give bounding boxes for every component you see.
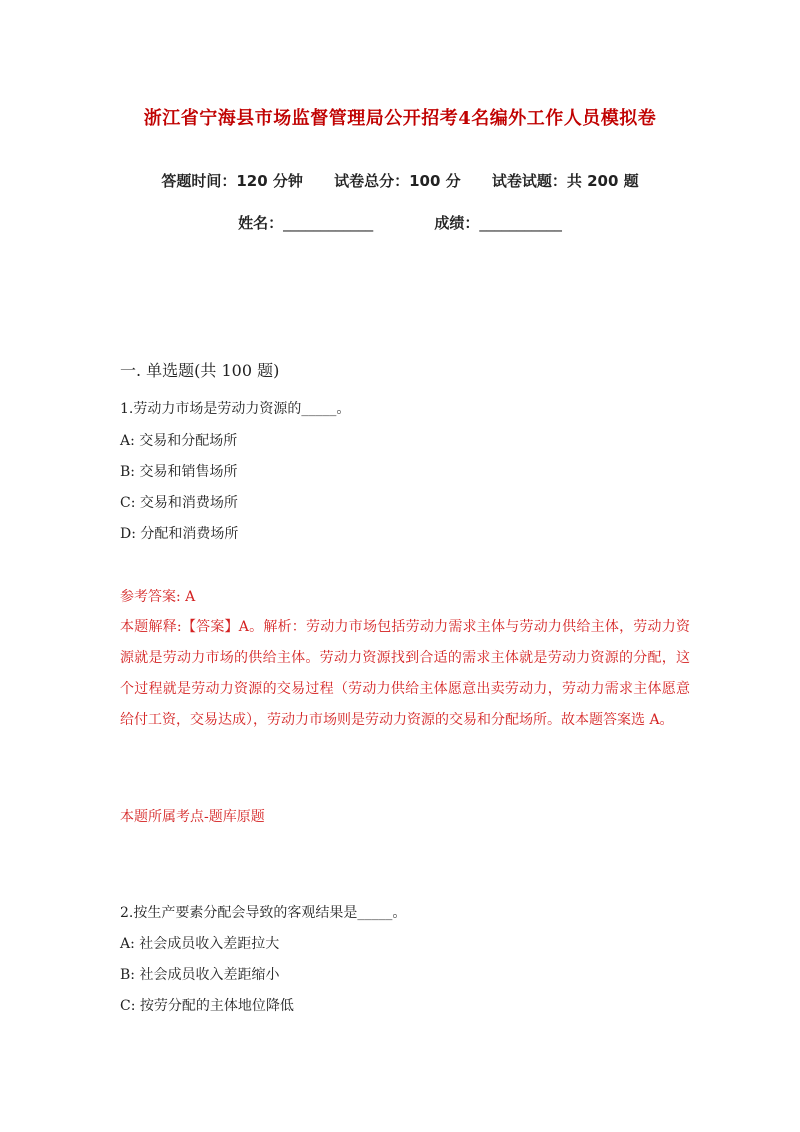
exam-meta [0,170,800,191]
exam-duration: 答题时间：120 分钟 [161,172,303,190]
exam-title: 浙江省宁海县市场监督管理局公开招考4名编外工作人员模拟卷 [143,108,657,129]
score-label: 成绩： [434,214,480,232]
exam-question-count: 试卷试题：共 200 题 [491,172,639,190]
question-1-option-c: C: 交易和消费场所 [120,495,238,511]
score-field [434,214,562,232]
question-1-option-a: A: 交易和分配场所 [120,433,238,449]
question-2-stem: 2.按生产要素分配会导致的客观结果是_____。 [120,905,407,921]
question-1-option-d: D: 分配和消费场所 [120,526,239,542]
question-1-source: 本题所属考点-题库原题 [120,809,265,825]
question-1-answer: 参考答案: A [120,589,196,605]
name-blank: ____________ [283,214,374,232]
name-field [238,214,373,232]
section-title: 一. 单选题(共 100 题) [120,361,280,380]
question-2-option-a: A: 社会成员收入差距拉大 [120,936,280,952]
question-2-option-c: C: 按劳分配的主体地位降低 [120,998,294,1014]
exam-total-score: 试卷总分：100 分 [334,172,461,190]
question-1-option-b: B: 交易和销售场所 [120,464,238,480]
identity-row [0,212,800,233]
name-label: 姓名： [238,214,284,232]
question-2-option-b: B: 社会成员收入差距缩小 [120,967,280,983]
question-1-explanation: 本题解释:【答案】A。解析：劳动力市场包括劳动力需求主体与劳动力供给主体，劳动力资源就是劳动力市场的供给主体。劳动力资源找到合适的需求主体就是劳动力资源的分配，这个过程就是劳动力资源的交易过程（劳动力供给主体愿意出卖劳动力，劳动力需求主体愿意给付工资，交易达成），劳动力市场则是劳动力资源的交易和分配场所。故本题答案选 A。 [120,619,690,728]
question-1-stem: 1.劳动力市场是劳动力资源的_____。 [120,401,351,417]
score-blank: ___________ [479,214,562,232]
